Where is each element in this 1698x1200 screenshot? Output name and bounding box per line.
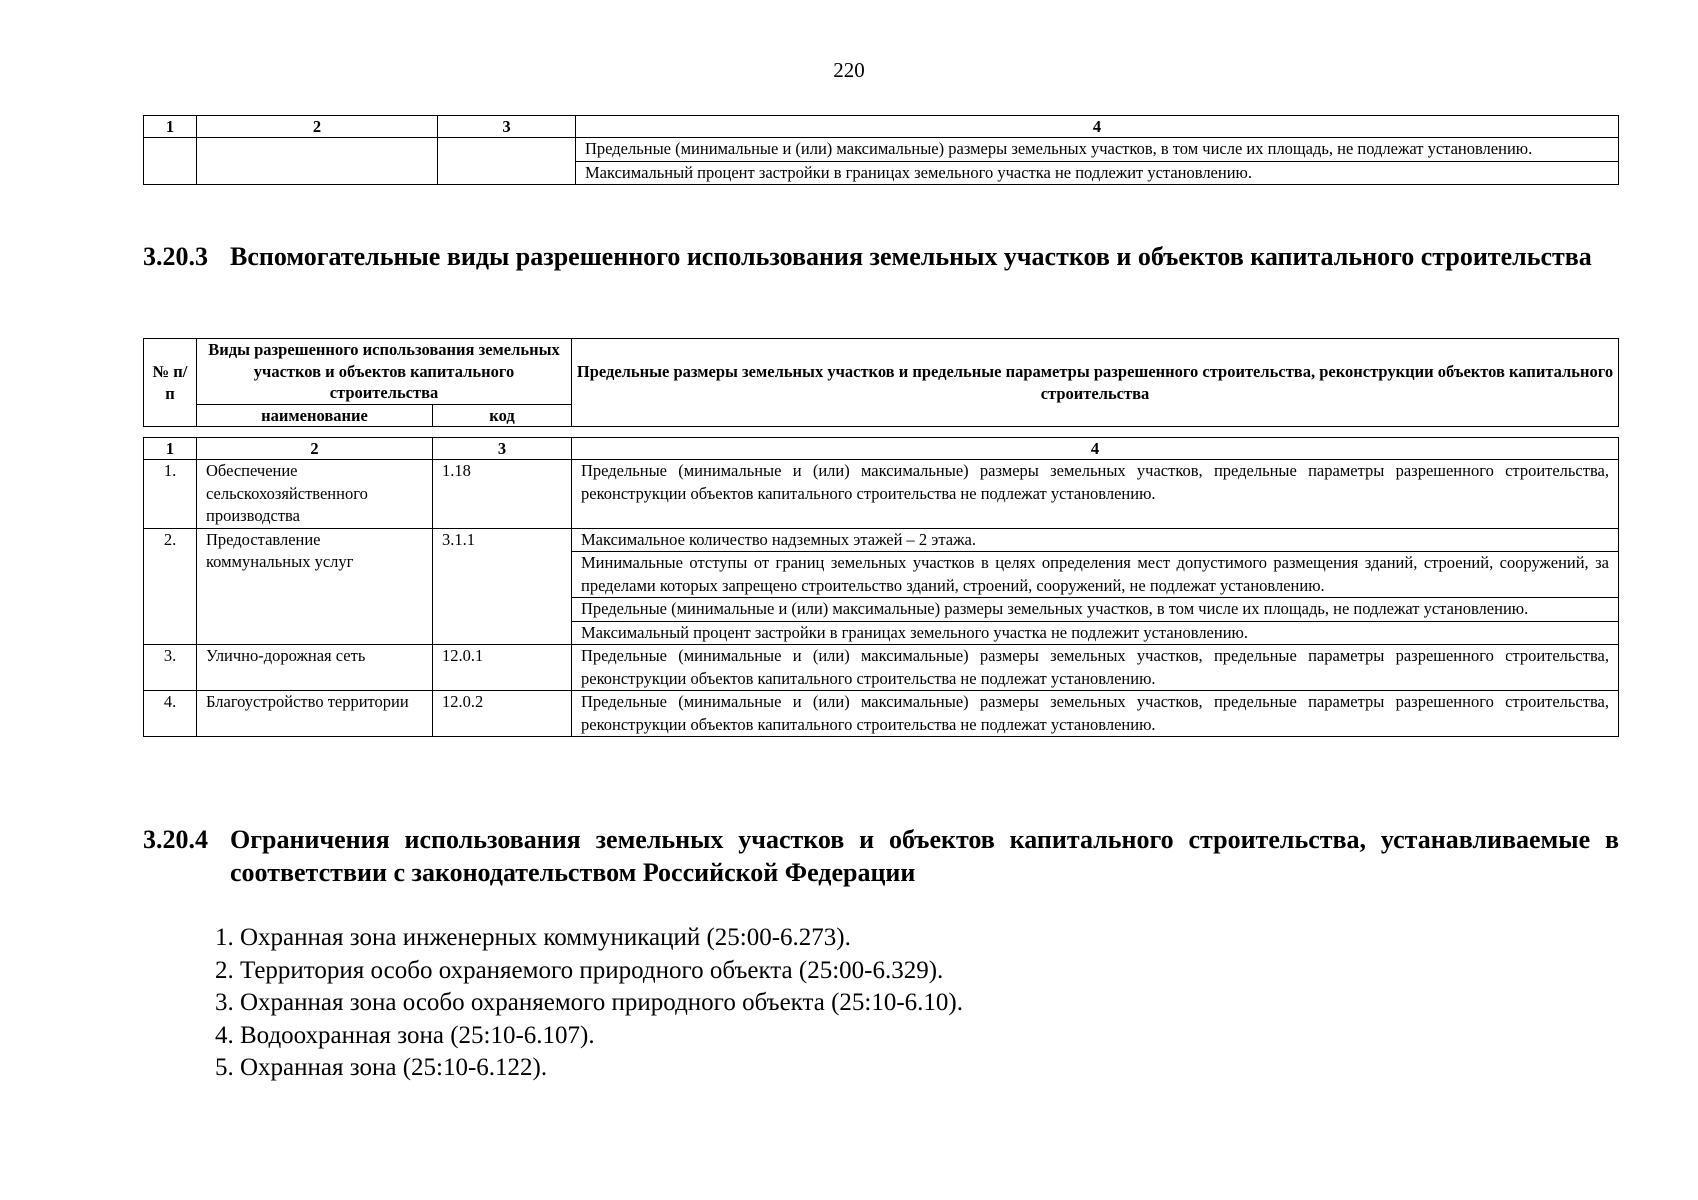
use-code: 12.0.2 — [433, 691, 572, 737]
row-number: 4. — [144, 691, 197, 737]
table-row — [144, 138, 1619, 162]
column-number-row — [144, 116, 1619, 138]
list-item: 4. Водоохранная зона (25:10-6.107). — [215, 1021, 595, 1049]
use-code: 3.1.1 — [433, 528, 572, 645]
use-code: 12.0.1 — [433, 645, 572, 691]
parameter-cell: Предельные (минимальные и (или) максимальные) размеры земельных участков, предельные параметры разрешенного строительства, реконструкции объектов капитального строительства не подлежат установлению. — [572, 691, 1619, 737]
section-title: Вспомогательные виды разрешенного использования земельных участков и объектов капитального строительства — [230, 242, 1592, 271]
section-number: 3.20.3 — [143, 242, 208, 271]
row-number: 2. — [144, 528, 197, 645]
header-permitted-uses: Виды разрешенного использования земельных участков и объектов капитального строительства — [197, 339, 572, 405]
parameter-cell: Максимальный процент застройки в границах земельного участка не подлежит установлению. — [576, 161, 1619, 185]
section-title: Ограничения использования земельных участков и объектов капитального строительства, устанавливаемые в соответствии с законодательством Российской Федерации — [230, 825, 1619, 887]
row-number: 1. — [144, 460, 197, 529]
list-item: 3. Охранная зона особо охраняемого природного объекта (25:10-6.10). — [215, 989, 963, 1017]
table-row — [144, 528, 1619, 552]
use-code: 1.18 — [433, 460, 572, 529]
empty-cell — [438, 138, 576, 185]
use-name: Обеспечение сельскохозяйственного производства — [197, 460, 433, 529]
permitted-uses-table — [143, 437, 1619, 737]
column-number: 2 — [197, 438, 433, 460]
section-number: 3.20.4 — [143, 825, 208, 854]
section-heading-3-20-3 — [143, 240, 1619, 273]
list-item: 1. Охранная зона инженерных коммуникаций (25:00-6.273). — [215, 924, 851, 951]
restrictions-list — [215, 922, 963, 1085]
continuation-table — [143, 115, 1619, 185]
parameter-cell: Максимальное количество надземных этажей – 2 этажа. — [572, 528, 1619, 552]
column-number: 4 — [572, 438, 1619, 460]
parameter-cell: Предельные (минимальные и (или) максимальные) размеры земельных участков, предельные параметры разрешенного строительства, реконструкции объектов капитального строительства не подлежат установлению. — [572, 645, 1619, 691]
empty-cell — [197, 138, 438, 185]
header-limits: Предельные размеры земельных участков и предельные параметры разрешенного строительства, реконструкции объектов капитального строительства — [572, 339, 1619, 427]
column-number: 1 — [144, 116, 197, 138]
parameter-cell: Предельные (минимальные и (или) максимальные) размеры земельных участков, в том числе их площадь, не подлежат установлению. — [576, 138, 1619, 162]
column-number: 4 — [576, 116, 1619, 138]
row-number: 3. — [144, 645, 197, 691]
empty-cell — [144, 138, 197, 185]
table-row — [144, 645, 1619, 691]
table-row — [144, 691, 1619, 737]
page-number: 220 — [833, 58, 865, 82]
column-number-row — [144, 438, 1619, 460]
list-item: 2. Территория особо охраняемого природного объекта (25:00-6.329). — [215, 956, 944, 984]
permitted-uses-table-header — [143, 338, 1619, 427]
column-number: 3 — [438, 116, 576, 138]
use-name: Предоставление коммунальных услуг — [197, 528, 433, 645]
parameter-cell: Предельные (минимальные и (или) максимальные) размеры земельных участков, в том числе их площадь, не подлежат установлению. — [572, 598, 1619, 622]
parameter-cell: Максимальный процент застройки в границах земельного участка не подлежит установлению. — [572, 621, 1619, 645]
column-number: 2 — [197, 116, 438, 138]
table-row — [144, 460, 1619, 529]
header-number: № п/п — [144, 339, 197, 427]
column-number: 3 — [433, 438, 572, 460]
header-name: наименование — [197, 404, 433, 427]
parameter-cell: Предельные (минимальные и (или) максимальные) размеры земельных участков, предельные параметры разрешенного строительства, реконструкции объектов капитального строительства не подлежат установлению. — [572, 460, 1619, 529]
list-item: 5. Охранная зона (25:10-6.122). — [215, 1054, 548, 1082]
column-number: 1 — [144, 438, 197, 460]
use-name: Улично-дорожная сеть — [197, 645, 433, 691]
header-code: код — [433, 404, 572, 427]
parameter-cell: Минимальные отступы от границ земельных участков в целях определения мест допустимого размещения зданий, строений, сооружений, за пределами которых запрещено строительство зданий, строений, сооружений, не подлежат установлению. — [572, 552, 1619, 598]
use-name: Благоустройство территории — [197, 691, 433, 737]
section-heading-3-20-4 — [143, 823, 1619, 889]
